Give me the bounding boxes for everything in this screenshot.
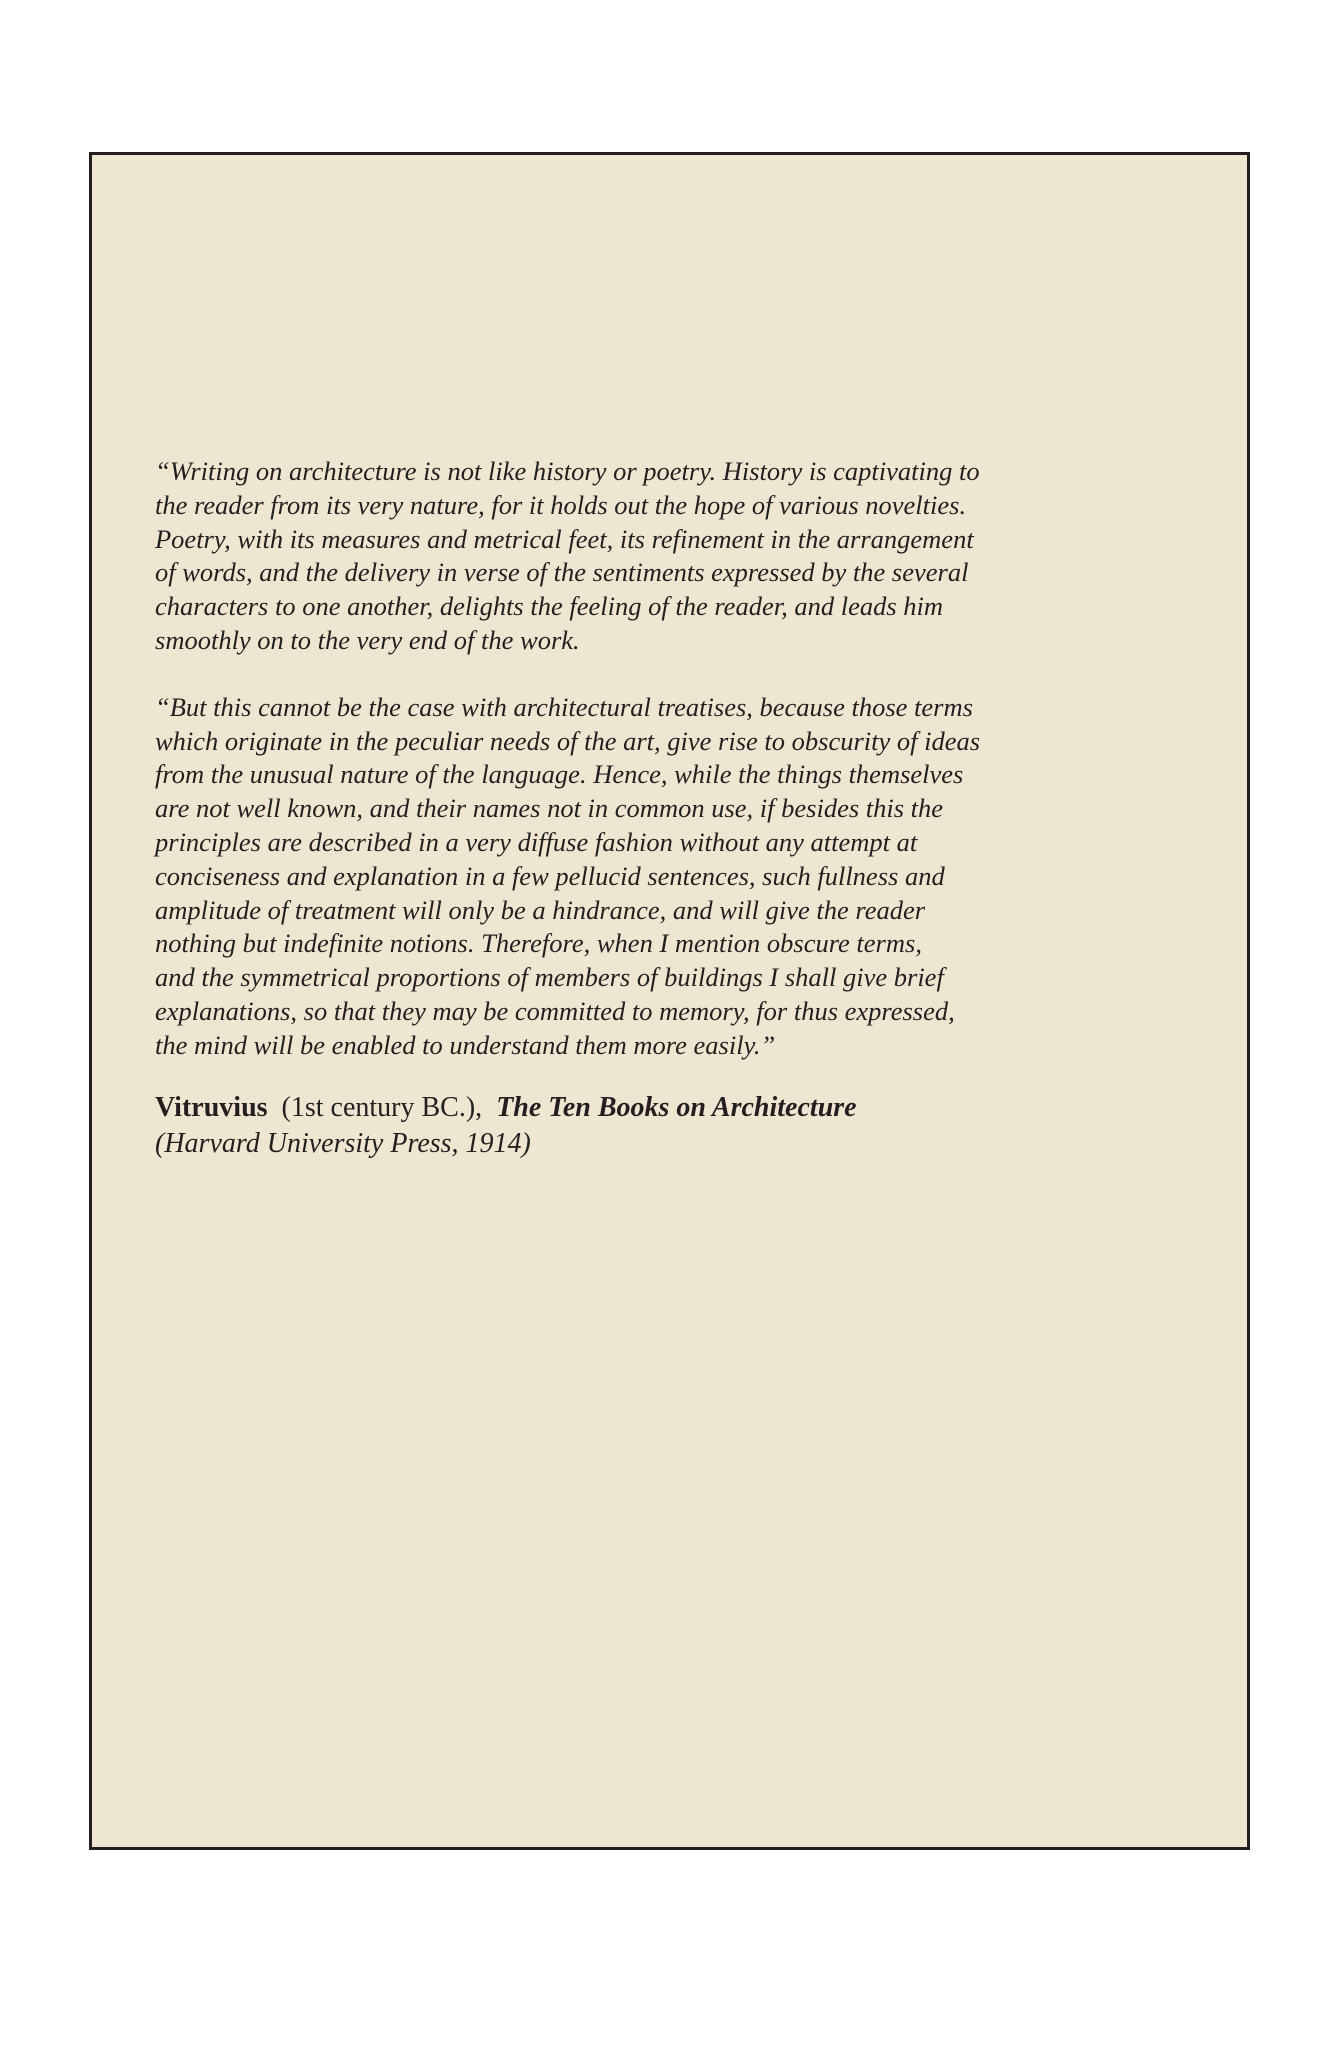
publisher-info: (Harvard University Press, 1914)	[155, 1127, 531, 1159]
author-period: (1st century BC.),	[281, 1091, 483, 1123]
quote-line: nothing but indefinite notions. Therefore, when I mention obscure terms,	[155, 928, 922, 959]
quote-line: characters to one another, delights the feeling of the reader, and leads him	[155, 591, 944, 622]
quote-line: amplitude of treatment will only be a hindrance, and will give the reader	[155, 894, 926, 925]
quote-paragraph-2	[155, 691, 995, 1063]
quote-line: “Writing on architecture is not like history or poetry. History is captivating to	[155, 456, 980, 486]
quote-line: the reader from its very nature, for it holds out the hope of various novelties.	[155, 489, 967, 520]
paragraph-spacer	[155, 658, 995, 691]
quote-line: from the unusual nature of the language. Hence, while the things themselves	[155, 759, 964, 790]
attribution	[155, 1090, 995, 1162]
book-title: The Ten Books on Architecture	[496, 1091, 857, 1123]
quote-line: explanations, so that they may be committed to memory, for thus expressed,	[155, 995, 955, 1026]
quote-line: Poetry, with its measures and metrical feet, its refinement in the arrangement	[155, 523, 974, 554]
quote-line: principles are described in a very diffuse fashion without any attempt at	[155, 826, 918, 857]
quote-line: and the symmetrical proportions of members of buildings I shall give brief	[155, 962, 944, 993]
quote-line: the mind will be enabled to understand them more easily.”	[155, 1029, 776, 1060]
quote-line: which originate in the peculiar needs of the art, give rise to obscurity of ideas	[155, 725, 981, 756]
quote-line: of words, and the delivery in verse of the sentiments expressed by the several	[155, 557, 969, 588]
quote-line: “But this cannot be the case with architectural treatises, because those terms	[155, 691, 973, 722]
quote-line: are not well known, and their names not in common use, if besides this the	[155, 793, 944, 824]
quote-paragraph-1	[155, 455, 995, 658]
quote-line: conciseness and explanation in a few pellucid sentences, such fullness and	[155, 860, 945, 891]
quote-block	[155, 455, 995, 1162]
author-name: Vitruvius	[155, 1091, 268, 1123]
quote-line: smoothly on to the very end of the work.	[155, 624, 580, 655]
